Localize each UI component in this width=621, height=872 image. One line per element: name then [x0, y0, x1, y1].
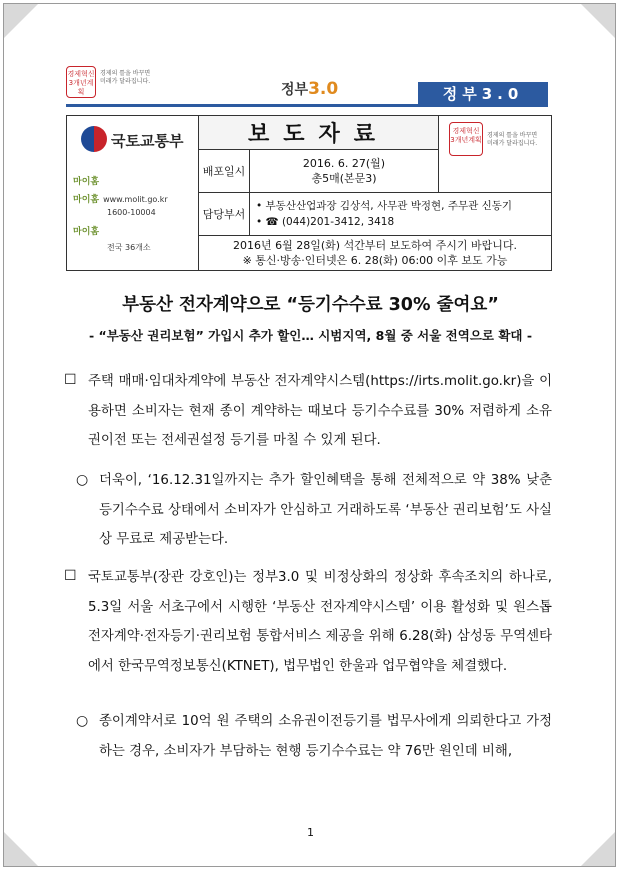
innovation-slogan: 경제의 틀을 바꾸면 미래가 달라집니다. [100, 70, 151, 85]
myhome-badge: 마이홈 [73, 177, 100, 187]
paragraph: 주택 매매·임대차계약에 부동산 전자계약시스템(https://irts.molit.go.kr)을 이용하면 소비자는 현재 종이 계약하는 때보다 등기수수료를 30% 저렴하게 소유권이전 또는 전세권설정 등기를 마칠 수 있게 된다. [88, 374, 552, 448]
economic-innovation-logo [66, 64, 176, 102]
page-number: 1 [307, 826, 314, 839]
paragraph: 국토교통부(장관 강호인)는 정부3.0 및 비정상화의 정상화 후속조치의 하나로, 5.3일 서울 서초구에서 시행한 ‘부동산 전자계약시스템’ 이용 활성화 및 원스톱 전자계약·전자등기·권리보험 통합서비스 제공을 위해 6.28(화) 삼성동 무역센타에서 한국무역정보통신(KTNET), 법무법인 한울과 업무협약을 체결했다. [88, 570, 552, 674]
homepage-row: 마이홈 www.molit.go.kr [73, 195, 168, 205]
department-value: • 부동산산업과장 김상석, 사무관 박정현, 주무관 신동기 • ☎ (044)201-3412, 3418 [250, 193, 552, 236]
gov30-center-logo: 정부3.0 [281, 79, 339, 99]
subheadline: - “부동산 권리보험” 가입시 추가 할인… 시범지역, 8월 중 서울 전역으로 확대 - [88, 328, 533, 343]
document-title: 보도자료 [199, 116, 439, 150]
page-corner-fold [581, 4, 615, 38]
press-release-header [66, 115, 552, 271]
circle-bullet-icon: ○ [76, 713, 89, 729]
call-number: 1600-10004 [107, 208, 156, 217]
centers-count: 전국 36개소 [107, 243, 151, 252]
square-bullet-icon: ☐ [64, 568, 77, 584]
paragraph: 종이계약서로 10억 원 주택의 소유권이전등기를 법무사에게 의뢰한다고 가정하는 경우, 소비자가 부담하는 현행 등기수수료는 약 76만 원인데 비해, [99, 714, 552, 759]
embargo-notice: 2016년 6월 28일(화) 석간부터 보도하여 주시기 바랍니다. ※ 통신·방송·인터넷은 6. 28(화) 06:00 이후 보도 가능 [199, 236, 552, 271]
release-date-label: 배포일시 [199, 150, 250, 193]
innovation-logo-cell [439, 116, 552, 193]
page-corner-fold [4, 4, 38, 38]
innovation-mark-icon: 경제혁신 3개년계획 [66, 66, 96, 98]
myhome-center-row: 마이홈 [73, 227, 100, 237]
innovation-mark-icon: 경제혁신 3개년계획 [449, 122, 483, 156]
paragraph: 더욱이, ‘16.12.31일까지는 추가 할인혜택을 통해 전체적으로 약 38% 낮춘 등기수수료 상태에서 소비자가 안심하고 거래하도록 ‘부동산 권리보험’도 사실상 무료로 제공받는다. [99, 473, 552, 547]
ministry-cell [67, 116, 199, 271]
department-label: 담당부서 [199, 193, 250, 236]
homepage-url: www.molit.go.kr [103, 195, 168, 204]
innovation-slogan: 경제의 틀을 바꾸면 미래가 달라집니다. [487, 132, 538, 147]
ministry-name: 국토교통부 [111, 132, 184, 150]
square-bullet-icon: ☐ [64, 372, 77, 388]
circle-bullet-icon: ○ [76, 472, 89, 488]
government-emblem-icon [81, 126, 107, 152]
gov30-tag: 정부3.0 [418, 82, 548, 107]
release-date-value: 2016. 6. 27(월) 총5매(본문3) [250, 150, 439, 193]
headline: 부동산 전자계약으로 “등기수수료 30% 줄여요” [122, 295, 499, 315]
